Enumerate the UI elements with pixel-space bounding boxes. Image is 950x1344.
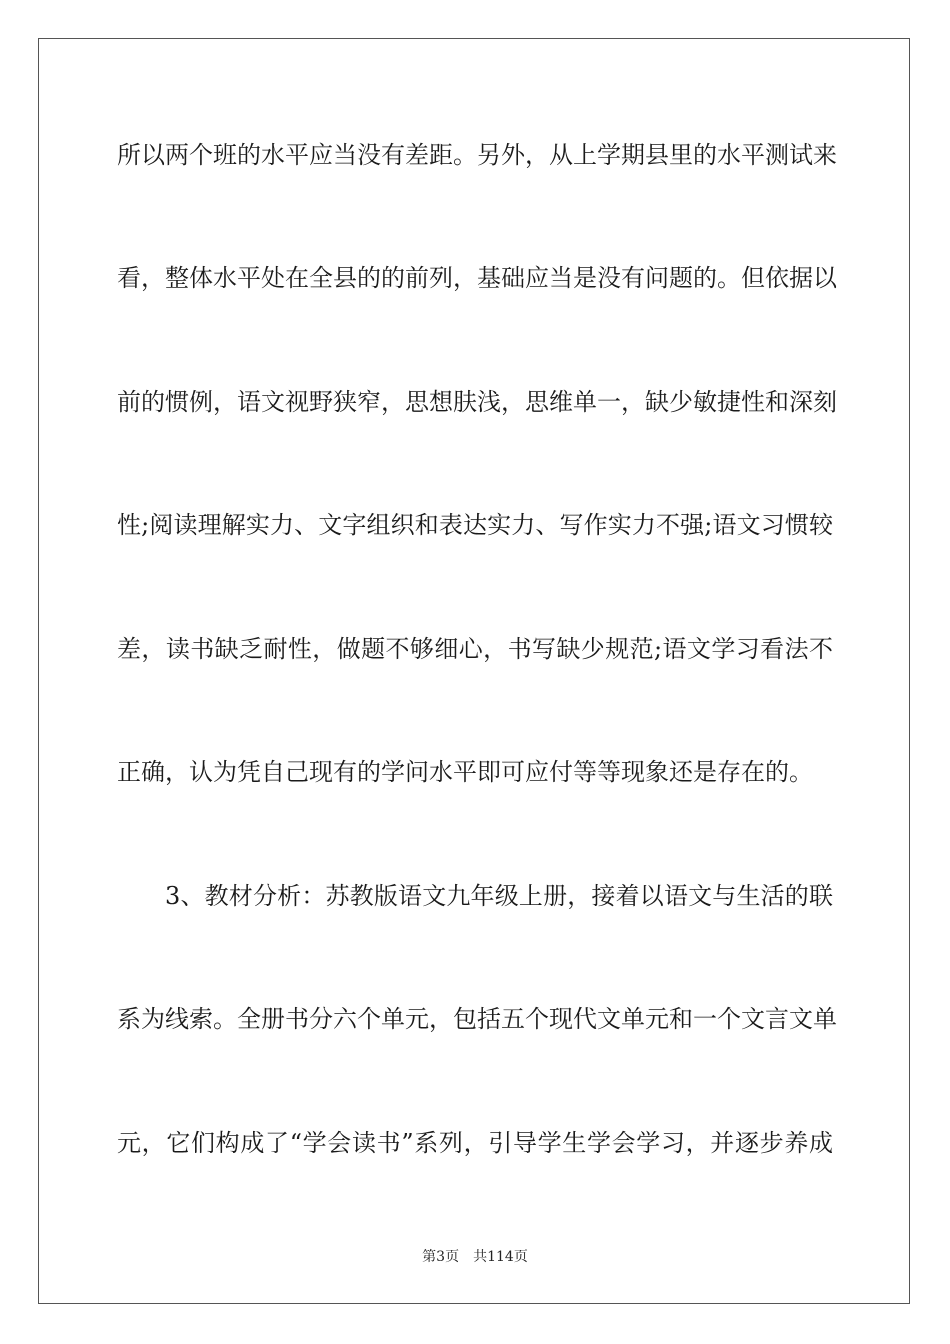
text-line-3: 前的惯例，语文视野狭窄，思想肤浅，思维单一，缺少敏捷性和深刻 [117,388,837,416]
text-line-6: 正确，认为凭自己现有的学问水平即可应付等等现象还是存在的。 [117,758,813,786]
text-line-1: 所以两个班的水平应当没有差距。另外，从上学期县里的水平测试来 [117,141,837,169]
page-number: 第3页 [422,1249,460,1265]
page-total: 共114页 [473,1249,528,1265]
text-line-7: 3、教材分析：苏教版语文九年级上册，接着以语文与生活的联 [165,882,834,910]
page-footer [0,1247,950,1267]
page-border [38,38,910,1304]
text-line-4: 性;阅读理解实力、文字组织和表达实力、写作实力不强;语文习惯较 [117,511,834,539]
text-line-8: 系为线索。全册书分六个单元，包括五个现代文单元和一个文言文单 [117,1005,837,1033]
text-line-2: 看，整体水平处在全县的的前列，基础应当是没有问题的。但依据以 [117,264,837,292]
text-line-5: 差，读书缺乏耐性，做题不够细心，书写缺少规范;语文学习看法不 [117,635,834,663]
text-line-9: 元，它们构成了“学会读书”系列，引导学生学会学习，并逐步养成 [117,1129,834,1157]
